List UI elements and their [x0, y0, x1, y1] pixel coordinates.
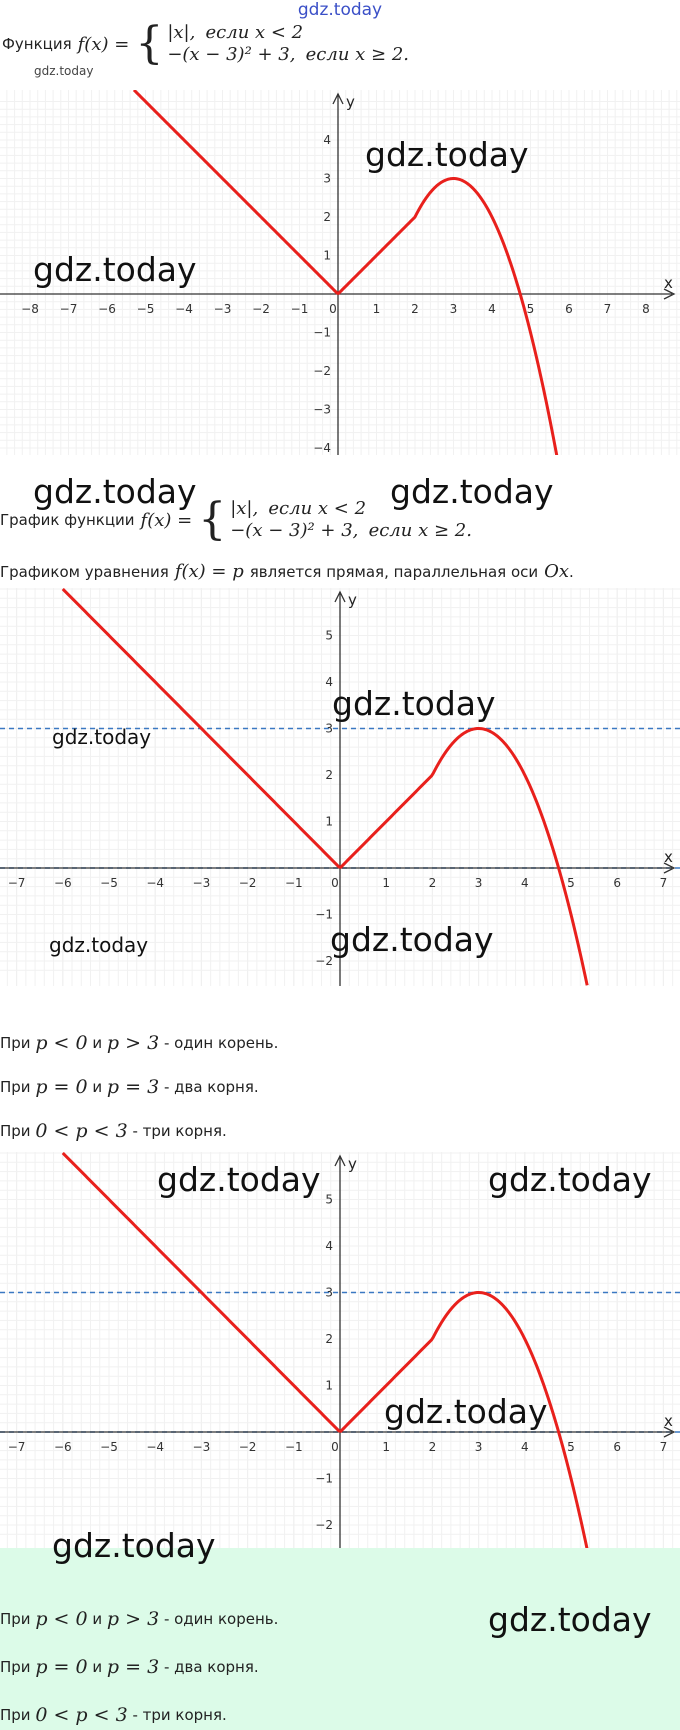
- line-equation: f(x) = p: [174, 561, 244, 582]
- line-description: [0, 561, 574, 582]
- x-tick-label: −6: [53, 876, 72, 890]
- x-tick-label: 6: [565, 302, 573, 316]
- y-tick-label: 2: [325, 768, 333, 782]
- case1-cond: если x < 2: [205, 22, 304, 43]
- function-curve: [63, 589, 587, 985]
- answer-box: [0, 1548, 680, 1730]
- x-tick-label: −2: [252, 302, 270, 316]
- x-tick-label: −7: [59, 302, 78, 316]
- x-tick-label: 2: [428, 876, 437, 890]
- y-tick-label: 5: [325, 628, 333, 643]
- x-tick-label: 0: [331, 876, 339, 890]
- f-of-x: f(x) =: [140, 509, 193, 531]
- x-tick-label: −6: [53, 1440, 72, 1454]
- watermark: gdz.today: [384, 1392, 548, 1431]
- watermark-tiny: gdz.today: [34, 64, 94, 78]
- y-tick-label: 4: [323, 133, 331, 147]
- y-tick-label: 1: [325, 814, 333, 829]
- function-definition: [2, 18, 410, 69]
- x-tick-label: 3: [449, 302, 458, 316]
- x-tick-label: −5: [136, 302, 155, 316]
- piecewise-cases: [167, 22, 409, 66]
- x-tick-label: 5: [567, 1440, 575, 1454]
- line-text-prefix: Графиком уравнения: [0, 562, 169, 581]
- x-tick-label: −7: [7, 1440, 26, 1454]
- watermark: gdz.today: [33, 250, 197, 289]
- x-tick-label: 5: [526, 302, 535, 316]
- x-tick-label: −3: [213, 302, 232, 316]
- piecewise-cases: [230, 498, 472, 542]
- y-tick-label: −2: [313, 364, 331, 378]
- watermark: gdz.today: [49, 933, 149, 957]
- x-tick-label: 4: [488, 302, 496, 316]
- y-tick-label: 3: [323, 171, 331, 186]
- left-brace: {: [135, 18, 164, 69]
- y-tick-label: −3: [313, 402, 331, 417]
- y-tick-label: 2: [325, 1332, 333, 1346]
- x-tick-label: 0: [329, 302, 337, 316]
- y-axis-label: y: [348, 591, 357, 609]
- case1-expr: |x|,: [167, 22, 196, 43]
- x-tick-label: 7: [603, 302, 612, 316]
- watermark: gdz.today: [332, 684, 496, 723]
- answer-item: При p = 0 и p = 3 - два корня.: [0, 1076, 259, 1098]
- watermark: gdz.today: [488, 1160, 652, 1199]
- y-tick-label: 1: [325, 1378, 333, 1393]
- y-tick-label: 3: [325, 721, 333, 736]
- y-tick-label: −1: [313, 325, 331, 340]
- y-tick-label: 3: [325, 1285, 333, 1300]
- f-of-x: f(x) =: [77, 33, 130, 55]
- x-tick-label: 0: [331, 1440, 339, 1454]
- x-tick-label: 4: [520, 1440, 529, 1454]
- graph-definition: [0, 494, 472, 545]
- x-tick-label: 8: [642, 302, 650, 316]
- graph-intro-text: График функции: [0, 511, 135, 529]
- y-tick-label: 1: [323, 248, 331, 263]
- y-tick-label: 4: [325, 675, 333, 689]
- x-tick-label: −5: [100, 876, 118, 890]
- x-tick-label: 3: [474, 1440, 483, 1454]
- x-tick-label: −2: [238, 876, 257, 890]
- case1-cond: если x < 2: [268, 498, 367, 519]
- x-tick-label: −6: [98, 302, 116, 316]
- line-text-end: .: [569, 562, 574, 581]
- x-axis-label: x: [664, 1412, 673, 1430]
- x-tick-label: −4: [146, 876, 165, 890]
- answer-item: При p < 0 и p > 3 - один корень.: [0, 1032, 279, 1054]
- function-curve: [63, 1153, 587, 1549]
- case1-expr: |x|,: [230, 498, 259, 519]
- intro-text: Функция: [2, 35, 72, 53]
- answer-item: При p = 0 и p = 3 - два корня.: [0, 1656, 259, 1678]
- x-tick-label: 1: [382, 1440, 391, 1454]
- x-axis-label: x: [664, 848, 673, 866]
- y-tick-label: −4: [313, 441, 331, 455]
- watermark: gdz.today: [157, 1160, 321, 1199]
- y-tick-label: −2: [315, 1518, 333, 1532]
- x-tick-label: 2: [428, 1440, 437, 1454]
- watermark: gdz.today: [33, 472, 197, 511]
- case2-expr: −(x − 3)² + 3,: [167, 44, 296, 65]
- y-axis-label: y: [346, 93, 355, 111]
- x-tick-label: −3: [192, 1440, 211, 1454]
- x-tick-label: −3: [192, 876, 211, 890]
- case2-cond: если x ≥ 2.: [305, 44, 410, 65]
- x-tick-label: −1: [284, 1440, 303, 1454]
- x-tick-label: 5: [567, 876, 575, 890]
- x-tick-label: 3: [474, 876, 483, 890]
- x-tick-label: 7: [659, 1440, 668, 1454]
- site-link[interactable]: gdz.today: [297, 0, 383, 20]
- x-tick-label: −1: [284, 876, 303, 890]
- x-tick-label: −7: [7, 876, 26, 890]
- function-graph-3: [0, 1152, 680, 1550]
- x-tick-label: −1: [290, 302, 309, 316]
- x-tick-label: −8: [21, 302, 39, 316]
- case2-cond: если x ≥ 2.: [368, 520, 472, 541]
- watermark: gdz.today: [488, 1600, 652, 1639]
- y-tick-label: −1: [315, 1471, 333, 1486]
- watermark: gdz.today: [52, 725, 152, 749]
- x-tick-label: 6: [613, 1440, 622, 1454]
- left-brace: {: [198, 494, 227, 545]
- watermark: gdz.today: [330, 920, 494, 959]
- y-tick-label: 2: [323, 210, 331, 224]
- axis-name: Ox: [544, 561, 570, 582]
- y-axis-label: y: [348, 1155, 357, 1173]
- answer-item: При 0 < p < 3 - три корня.: [0, 1120, 227, 1142]
- x-tick-label: −4: [175, 302, 193, 316]
- x-tick-label: 1: [372, 302, 381, 316]
- x-tick-label: −5: [100, 1440, 118, 1454]
- y-tick-label: 4: [325, 1239, 333, 1253]
- x-tick-label: 2: [411, 302, 419, 316]
- answer-item: При p < 0 и p > 3 - один корень.: [0, 1608, 279, 1630]
- y-tick-label: 5: [325, 1192, 333, 1207]
- x-axis-label: x: [664, 274, 673, 292]
- watermark: gdz.today: [390, 472, 554, 511]
- y-tick-label: −1: [315, 907, 333, 922]
- x-tick-label: −4: [146, 1440, 165, 1454]
- watermark: gdz.today: [365, 135, 529, 174]
- case2-expr: −(x − 3)² + 3,: [230, 520, 359, 541]
- y-tick-label: −2: [315, 954, 333, 968]
- x-tick-label: 7: [659, 876, 668, 890]
- x-tick-label: 1: [382, 876, 391, 890]
- x-tick-label: 4: [520, 876, 529, 890]
- x-tick-label: −2: [238, 1440, 257, 1454]
- line-text-mid: является прямая, параллельная оси: [249, 562, 539, 581]
- watermark: gdz.today: [52, 1526, 216, 1565]
- x-tick-label: 6: [613, 876, 622, 890]
- answer-item: При 0 < p < 3 - три корня.: [0, 1704, 227, 1726]
